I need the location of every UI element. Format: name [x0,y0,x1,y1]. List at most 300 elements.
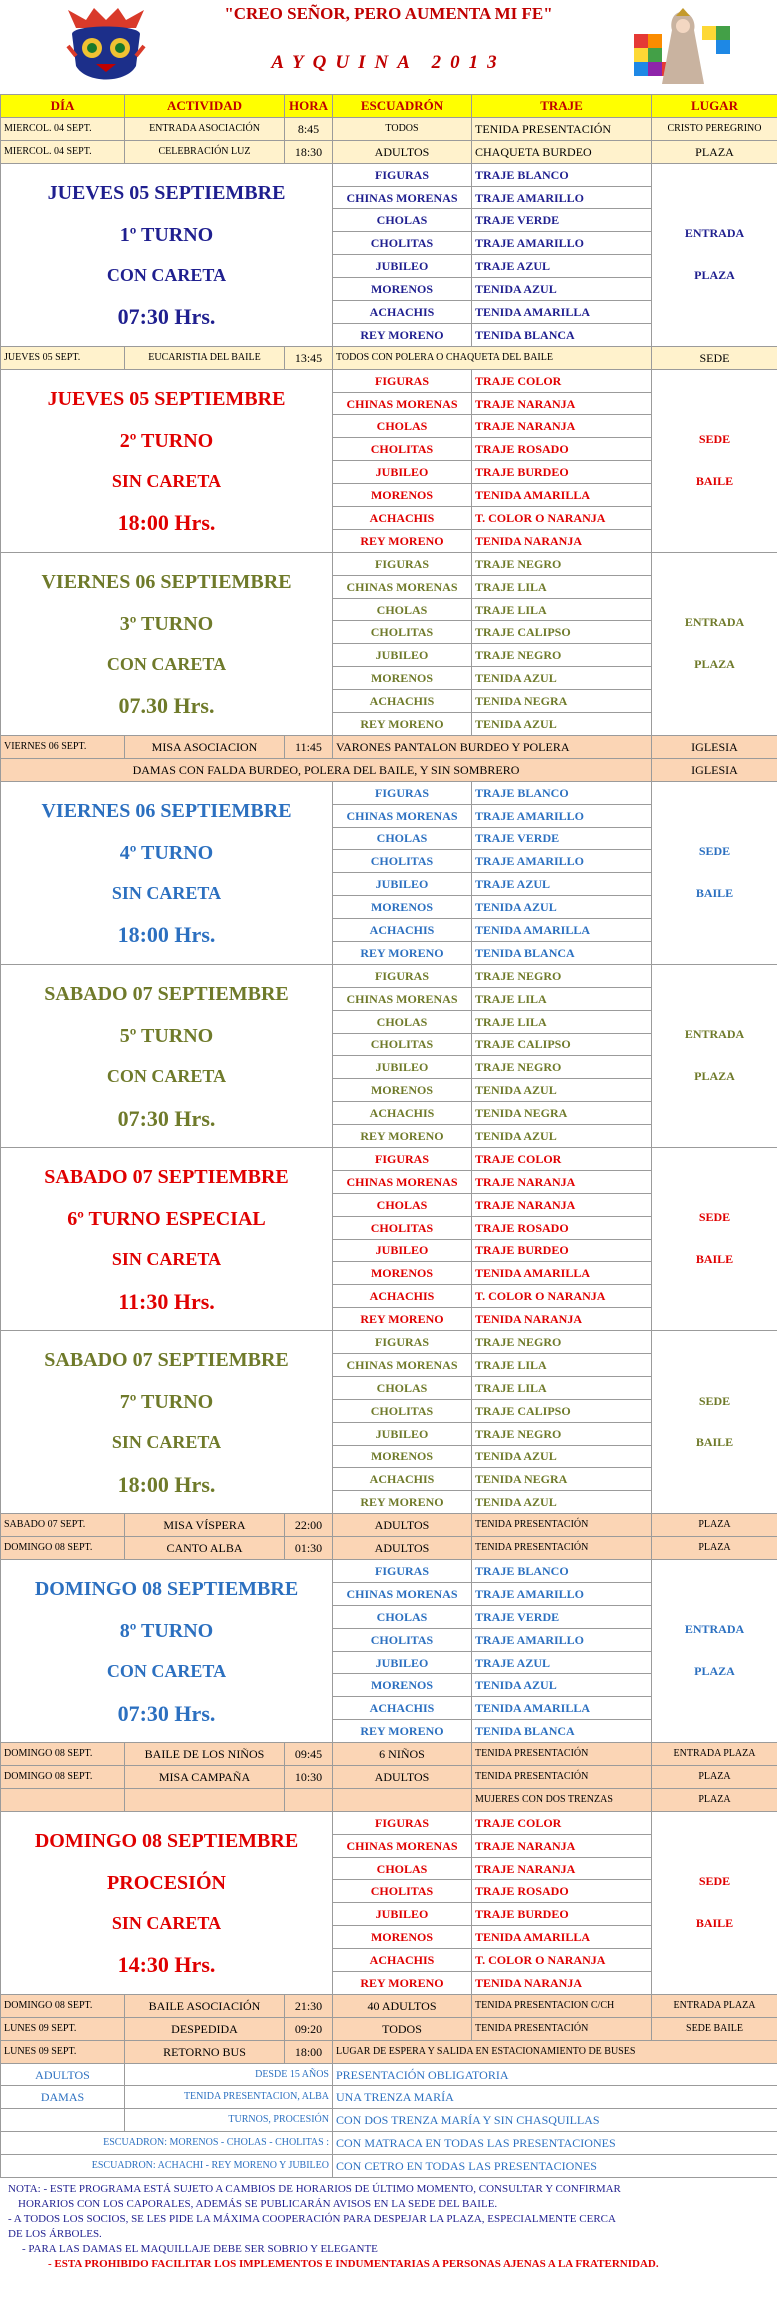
cell-escuadron: CHOLAS [333,1857,472,1880]
cell-traje: TRAJE BLANCO [472,1560,652,1583]
cell-detalle: TURNOS, PROCESIÓN [125,2109,333,2132]
turno-block [1,964,333,1147]
cell-lugar: PLAZA [652,1788,777,1811]
lugar-line: ENTRADA [684,615,745,630]
cell-grupo: ESCUADRON: ACHACHI - REY MORENO Y JUBILEO [1,2155,333,2178]
col-hora: HORA [285,95,333,118]
cell-escuadron: ADULTOS [333,1514,472,1537]
cell-escuadron: ACHACHIS [333,507,472,530]
cell-traje: TENIDA AMARILLA [472,1262,652,1285]
cell-escuadron: CHOLAS [333,598,472,621]
table-row [1,1514,777,1537]
cell-escuadron: REY MORENO [333,1308,472,1331]
cell-traje: TRAJE COLOR [472,369,652,392]
cell-traje: TRAJE NARANJA [472,1834,652,1857]
cell-escuadron: CHINAS MORENAS [333,1170,472,1193]
cell-escuadron: REY MORENO [333,941,472,964]
cell-lugar: CRISTO PEREGRINO [652,117,777,140]
cell-escuadron: CHINAS MORENAS [333,186,472,209]
cell-escuadron: REY MORENO [333,1491,472,1514]
schedule-table [0,94,777,2178]
cell-traje: TRAJE CALIPSO [472,1399,652,1422]
cell-traje: TRAJE AZUL [472,255,652,278]
cell-traje: TRAJE NARANJA [472,1170,652,1193]
turno-row [1,1560,777,1583]
cell-regla: CON DOS TRENZA MARÍA Y SIN CHASQUILLAS [333,2109,777,2132]
cell-escuadron: JUBILEO [333,255,472,278]
turno-day: VIERNES 06 SEPTIEMBRE [41,799,292,822]
cell-actividad: MISA VÍSPERA [125,1514,285,1537]
cell-escuadron: ADULTOS [333,140,472,163]
notes-row [1,2155,777,2178]
turno-number: 2º TURNO [119,429,214,452]
lugar-line: SEDE [698,1210,731,1225]
col-traje: TRAJE [472,95,652,118]
cell-dia: LUNES 09 SEPT. [1,2040,125,2063]
cell-traje: TENIDA PRESENTACIÓN [472,1743,652,1766]
cell-escuadron: JUBILEO [333,461,472,484]
cell-escuadron: CHOLITAS [333,850,472,873]
cell-escuadron: CHOLITAS [333,1880,472,1903]
turno-time: 07:30 Hrs. [117,1700,216,1726]
cell-escuadron: MORENOS [333,1674,472,1697]
cell-escuadron: CHINAS MORENAS [333,804,472,827]
note-line: - PARA LAS DAMAS EL MAQUILLAJE DEBE SER SOBRIO Y ELEGANTE [22,2243,378,2256]
cell-escuadron: CHOLAS [333,827,472,850]
col-dia: DÍA [1,95,125,118]
cell-lugar: PLAZA [652,1537,777,1560]
cell-traje: TENIDA AMARILLA [472,919,652,942]
notes-row [1,2086,777,2109]
cell-escuadron: CHINAS MORENAS [333,1834,472,1857]
cell-hora: 22:00 [285,1514,333,1537]
cell-traje: TRAJE COLOR [472,1147,652,1170]
cell-traje: TENIDA NEGRA [472,690,652,713]
cell-escuadron: FIGURAS [333,1560,472,1583]
turno-row [1,781,777,804]
cell-regla: CON MATRACA EN TODAS LAS PRESENTACIONES [333,2132,777,2155]
cell-traje: TRAJE NARANJA [472,1193,652,1216]
cell-hora: 13:45 [285,346,333,369]
cell-traje: TRAJE ROSADO [472,438,652,461]
cell-dia: JUEVES 05 SEPT. [1,346,125,369]
cell-actividad: BAILE DE LOS NIÑOS [125,1743,285,1766]
cell-escuadron: FIGURAS [333,552,472,575]
lugar-line: SEDE [698,432,731,447]
turno-lugar [652,369,777,552]
cell-texto: LUGAR DE ESPERA Y SALIDA EN ESTACIONAMIENTO DE BUSES [333,2040,777,2063]
turno-row [1,163,777,186]
turno-row [1,1811,777,1834]
cell-escuadron: MORENOS [333,896,472,919]
turno-mask: SIN CARETA [111,470,222,491]
cell-actividad: MISA CAMPAÑA [125,1766,285,1789]
turno-time: 07:30 Hrs. [117,304,216,330]
cell-traje: TENIDA AZUL [472,278,652,301]
cell-escuadron: FIGURAS [333,1811,472,1834]
cell-escuadron: REY MORENO [333,323,472,346]
lugar-line: PLAZA [694,1068,735,1083]
cell-escuadron: MORENOS [333,667,472,690]
cell-escuadron: JUBILEO [333,1422,472,1445]
turno-row [1,1331,777,1354]
cell-traje: TRAJE NEGRO [472,552,652,575]
turno-time: 18:00 Hrs. [117,510,216,536]
cell-traje: TENIDA AZUL [472,667,652,690]
turno-mask: CON CARETA [106,1065,227,1086]
cell-traje: TRAJE AZUL [472,873,652,896]
cell-actividad: RETORNO BUS [125,2040,285,2063]
turno-number: 6º TURNO ESPECIAL [67,1208,266,1231]
cell-traje: TRAJE AMARILLO [472,1582,652,1605]
turno-day: SABADO 07 SEPTIEMBRE [44,1166,289,1189]
turno-block [1,163,333,346]
note-line: HORARIOS CON LOS CAPORALES, ADEMÁS SE PUBLICARÁN AVISOS EN LA SEDE DEL BAILE. [18,2198,498,2211]
cell-traje: TRAJE NEGRO [472,1056,652,1079]
cell-escuadron: JUBILEO [333,1651,472,1674]
cell-regla: CON CETRO EN TODAS LAS PRESENTACIONES [333,2155,777,2178]
notes-section [0,2182,777,2272]
turno-lugar [652,1811,777,1994]
lugar-line: ENTRADA [684,1622,745,1637]
cell-traje: TRAJE NEGRO [472,644,652,667]
table-row [1,2017,777,2040]
cell-traje: TENIDA AMARILLA [472,484,652,507]
cell-traje: TRAJE BURDEO [472,461,652,484]
cell-escuadron: CHOLITAS [333,1399,472,1422]
cell-escuadron: CHOLAS [333,1605,472,1628]
lugar-line: SEDE [698,1393,731,1408]
cell-lugar: ENTRADA PLAZA [652,1743,777,1766]
col-lugar: LUGAR [652,95,777,118]
turno-time: 11:30 Hrs. [118,1288,215,1314]
cell-hora: 10:30 [285,1766,333,1789]
cell-traje: TRAJE VERDE [472,209,652,232]
cell-escuadron: 6 NIÑOS [333,1743,472,1766]
cell-escuadron: CHINAS MORENAS [333,1582,472,1605]
cell-escuadron: TODOS [333,2017,472,2040]
cell-traje: TRAJE LILA [472,987,652,1010]
cell-traje: TENIDA PRESENTACIÓN [472,2017,652,2040]
cell-grupo: DAMAS [1,2086,125,2109]
table-row [1,346,777,369]
cell-traje: TENIDA AMARILLA [472,1926,652,1949]
cell-traje: TRAJE COLOR [472,1811,652,1834]
lugar-line: BAILE [695,1915,734,1930]
cell-traje: TENIDA NEGRA [472,1102,652,1125]
cell-regla: UNA TRENZA MARÍA [333,2086,777,2109]
turno-block [1,552,333,735]
table-row [1,1788,777,1811]
cell-traje: TENIDA NARANJA [472,529,652,552]
lugar-line: BAILE [695,885,734,900]
cell-traje: T. COLOR O NARANJA [472,1285,652,1308]
lugar-line: PLAZA [694,656,735,671]
cell-dia: MIERCOL. 04 SEPT. [1,140,125,163]
turno-day: DOMINGO 08 SEPTIEMBRE [34,1578,299,1601]
cell-actividad: EUCARISTIA DEL BAILE [125,346,285,369]
cell-traje: TRAJE LILA [472,1353,652,1376]
turno-lugar [652,1331,777,1514]
cell-escuadron: FIGURAS [333,964,472,987]
cell-traje: TENIDA NARANJA [472,1972,652,1995]
header [0,0,777,92]
col-escuadron: ESCUADRÓN [333,95,472,118]
turno-block [1,1560,333,1743]
cell-escuadron: FIGURAS [333,1331,472,1354]
notes-row [1,2063,777,2086]
cell-grupo: ESCUADRON: MORENOS - CHOLAS - CHOLITAS : [1,2132,333,2155]
cell-traje: TENIDA AZUL [472,1125,652,1148]
cell-hora: 8:45 [285,117,333,140]
cell-actividad: MISA ASOCIACION [125,735,285,758]
cell-grupo: ADULTOS [1,2063,125,2086]
cell-traje: TRAJE LILA [472,598,652,621]
cell-escuadron: REY MORENO [333,1972,472,1995]
cell-dia: SABADO 07 SEPT. [1,1514,125,1537]
cell-escuadron: MORENOS [333,1079,472,1102]
cell-dia: MIERCOL. 04 SEPT. [1,117,125,140]
turno-lugar [652,1147,777,1330]
cell-traje: TRAJE NARANJA [472,392,652,415]
turno-lugar [652,552,777,735]
cell-traje: TRAJE NARANJA [472,415,652,438]
note-line: - A TODOS LOS SOCIOS, SE LES PIDE LA MÁXIMA COOPERACIÓN PARA DESPEJAR LA PLAZA, ESPECIALMENTE CERCA [8,2213,616,2226]
cell-traje: TRAJE VERDE [472,1605,652,1628]
cell-hora: 18:00 [285,2040,333,2063]
cell-escuadron: ACHACHIS [333,1949,472,1972]
cell-escuadron: CHOLAS [333,1376,472,1399]
cell-escuadron: JUBILEO [333,1056,472,1079]
cell-lugar: IGLESIA [652,758,777,781]
turno-number: PROCESIÓN [107,1871,226,1894]
cell-detalle: DESDE 15 AÑOS [125,2063,333,2086]
cell-actividad: BAILE ASOCIACIÓN [125,1994,285,2017]
cell-traje: TENIDA PRESENTACIÓN [472,117,652,140]
turno-day: VIERNES 06 SEPTIEMBRE [41,570,292,593]
cell-escuadron: CHOLITAS [333,232,472,255]
lugar-line: SEDE [698,1874,731,1889]
cell-escuadron: CHOLAS [333,1010,472,1033]
cell-escuadron [333,1788,472,1811]
turno-number: 7º TURNO [119,1391,214,1414]
cell-escuadron: MORENOS [333,1926,472,1949]
cell-traje: TRAJE NEGRO [472,1331,652,1354]
turno-day: SABADO 07 SEPTIEMBRE [44,982,289,1005]
cell-traje: TENIDA AZUL [472,1491,652,1514]
turno-row [1,964,777,987]
cell-escuadron: CHINAS MORENAS [333,987,472,1010]
lugar-line: BAILE [695,1252,734,1267]
cell-escuadron: FIGURAS [333,163,472,186]
cell-traje: CHAQUETA BURDEO [472,140,652,163]
cell-traje: TRAJE LILA [472,575,652,598]
cell-escuadron: CHOLITAS [333,1216,472,1239]
cell-traje: TENIDA AZUL [472,1079,652,1102]
cell-actividad: DESPEDIDA [125,2017,285,2040]
cell-detalle: TENIDA PRESENTACION, ALBA [125,2086,333,2109]
cell-escuadron: CHOLAS [333,1193,472,1216]
cell-traje: TRAJE ROSADO [472,1880,652,1903]
cell-traje: TENIDA PRESENTACIÓN [472,1766,652,1789]
turno-mask: CON CARETA [106,264,227,285]
cell-escuadron: REY MORENO [333,1720,472,1743]
cell-lugar: PLAZA [652,1766,777,1789]
lugar-line: PLAZA [694,1664,735,1679]
turno-block [1,781,333,964]
cell-escuadron: FIGURAS [333,1147,472,1170]
cell-escuadron: JUBILEO [333,873,472,896]
turno-time: 07:30 Hrs. [117,1105,216,1131]
cell-actividad: CELEBRACIÓN LUZ [125,140,285,163]
cell-dia: VIERNES 06 SEPT. [1,735,125,758]
cell-escuadron: CHINAS MORENAS [333,575,472,598]
cell-dia: DOMINGO 08 SEPT. [1,1994,125,2017]
cell-escuadron: REY MORENO [333,1125,472,1148]
cell-escuadron: VARONES PANTALON BURDEO Y POLERA [333,735,652,758]
lugar-line: ENTRADA [684,1027,745,1042]
cell-escuadron: CHOLAS [333,209,472,232]
table-row [1,117,777,140]
turno-row [1,369,777,392]
cell-escuadron: ADULTOS [333,1766,472,1789]
cell-traje: TRAJE AMARILLO [472,186,652,209]
turno-time: 18:00 Hrs. [117,922,216,948]
cell-traje: TRAJE BURDEO [472,1239,652,1262]
table-row [1,1537,777,1560]
notes-row [1,2132,777,2155]
cell-traje: TRAJE AZUL [472,1651,652,1674]
notes-row [1,2109,777,2132]
cell-traje: TENIDA BLANCA [472,1720,652,1743]
turno-number: 3º TURNO [119,612,214,635]
turno-number: 8º TURNO [119,1620,214,1643]
cell-traje: TENIDA PRESENTACIÓN [472,1537,652,1560]
cell-actividad [125,1788,285,1811]
turno-block [1,1811,333,1994]
cell-hora: 09:45 [285,1743,333,1766]
cell-traje: TRAJE BLANCO [472,163,652,186]
table-row [1,140,777,163]
cell-escuadron: ACHACHIS [333,301,472,324]
header-subtitle: AYQUINA 2013 [271,52,506,73]
cell-hora: 18:30 [285,140,333,163]
turno-mask: CON CARETA [106,1661,227,1682]
cell-escuadron: ACHACHIS [333,1468,472,1491]
note-line: DE LOS ÁRBOLES. [8,2228,102,2241]
turno-block [1,1147,333,1330]
cell-traje: TENIDA NARANJA [472,1308,652,1331]
lugar-line: BAILE [695,473,734,488]
cell-dia: DOMINGO 08 SEPT. [1,1766,125,1789]
table-row [1,1994,777,2017]
cell-traje: TRAJE VERDE [472,827,652,850]
turno-lugar [652,781,777,964]
cell-dia: DOMINGO 08 SEPT. [1,1743,125,1766]
turno-row [1,1147,777,1170]
cell-escuadron: MORENOS [333,484,472,507]
turno-lugar [652,163,777,346]
turno-lugar [652,964,777,1147]
cell-traje: TRAJE AMARILLO [472,232,652,255]
cell-escuadron: MORENOS [333,278,472,301]
cell-traje: TRAJE NARANJA [472,1857,652,1880]
cell-escuadron: ACHACHIS [333,1102,472,1125]
cell-escuadron: TODOS CON POLERA O CHAQUETA DEL BAILE [333,346,652,369]
cell-actividad: ENTRADA ASOCIACIÓN [125,117,285,140]
lugar-line: BAILE [695,1435,734,1450]
turno-mask: SIN CARETA [111,1912,222,1933]
turno-block [1,1331,333,1514]
cell-dia [1,1788,125,1811]
cell-escuadron: JUBILEO [333,644,472,667]
turno-number: 1º TURNO [119,223,214,246]
cell-grupo [1,2109,125,2132]
cell-traje: TRAJE NEGRO [472,964,652,987]
table-row [1,758,777,781]
table-row [1,2040,777,2063]
cell-traje: TRAJE AMARILLO [472,804,652,827]
cell-escuadron: MORENOS [333,1445,472,1468]
cell-traje: TENIDA BLANCA [472,323,652,346]
cell-hora: 21:30 [285,1994,333,2017]
cell-escuadron: ACHACHIS [333,919,472,942]
turno-day: JUEVES 05 SEPTIEMBRE [47,387,286,410]
cell-escuadron: JUBILEO [333,1239,472,1262]
turno-day: JUEVES 05 SEPTIEMBRE [47,181,286,204]
cell-traje: TRAJE ROSADO [472,1216,652,1239]
cell-traje: TENIDA AZUL [472,1445,652,1468]
cell-traje: TRAJE LILA [472,1376,652,1399]
cell-traje: TENIDA AZUL [472,713,652,736]
cell-lugar: SEDE BAILE [652,2017,777,2040]
cell-escuadron: JUBILEO [333,1903,472,1926]
cell-traje: TENIDA PRESENTACION C/CH [472,1994,652,2017]
cell-regla: PRESENTACIÓN OBLIGATORIA [333,2063,777,2086]
cell-traje: TENIDA AZUL [472,896,652,919]
cell-escuadron: CHINAS MORENAS [333,392,472,415]
turno-day: SABADO 07 SEPTIEMBRE [44,1349,289,1372]
table-header-row [1,95,777,118]
cell-escuadron: MORENOS [333,1262,472,1285]
cell-escuadron: ACHACHIS [333,1285,472,1308]
turno-mask: SIN CARETA [111,882,222,903]
cell-traje: TENIDA BLANCA [472,941,652,964]
cell-traje: TENIDA AMARILLA [472,301,652,324]
cell-lugar: SEDE [652,346,777,369]
cell-escuadron: ACHACHIS [333,690,472,713]
cell-escuadron: REY MORENO [333,713,472,736]
cell-escuadron: CHOLAS [333,415,472,438]
cell-lugar: PLAZA [652,140,777,163]
lugar-line: PLAZA [694,267,735,282]
cell-traje: TENIDA AZUL [472,1674,652,1697]
note-line: NOTA: - ESTE PROGRAMA ESTÁ SUJETO A CAMBIOS DE HORARIOS DE ÚLTIMO MOMENTO, CONSULTAR Y CONFIRMAR [8,2183,621,2196]
note-warning: - ESTA PROHIBIDO FACILITAR LOS IMPLEMENTOS E INDUMENTARIAS A PERSONAS AJENAS A LA FRATERNIDAD. [48,2258,659,2271]
cell-escuadron: CHOLITAS [333,438,472,461]
turno-mask: CON CARETA [106,653,227,674]
cell-traje: TRAJE AMARILLO [472,850,652,873]
cell-traje: TENIDA PRESENTACIÓN [472,1514,652,1537]
cell-escuadron: CHOLITAS [333,621,472,644]
cell-traje: TRAJE CALIPSO [472,1033,652,1056]
cell-lugar: PLAZA [652,1514,777,1537]
turno-number: 4º TURNO [119,841,214,864]
cell-traje: MUJERES CON DOS TRENZAS [472,1788,652,1811]
cell-hora: 11:45 [285,735,333,758]
cell-traje: TRAJE LILA [472,1010,652,1033]
cell-traje: TRAJE AMARILLO [472,1628,652,1651]
